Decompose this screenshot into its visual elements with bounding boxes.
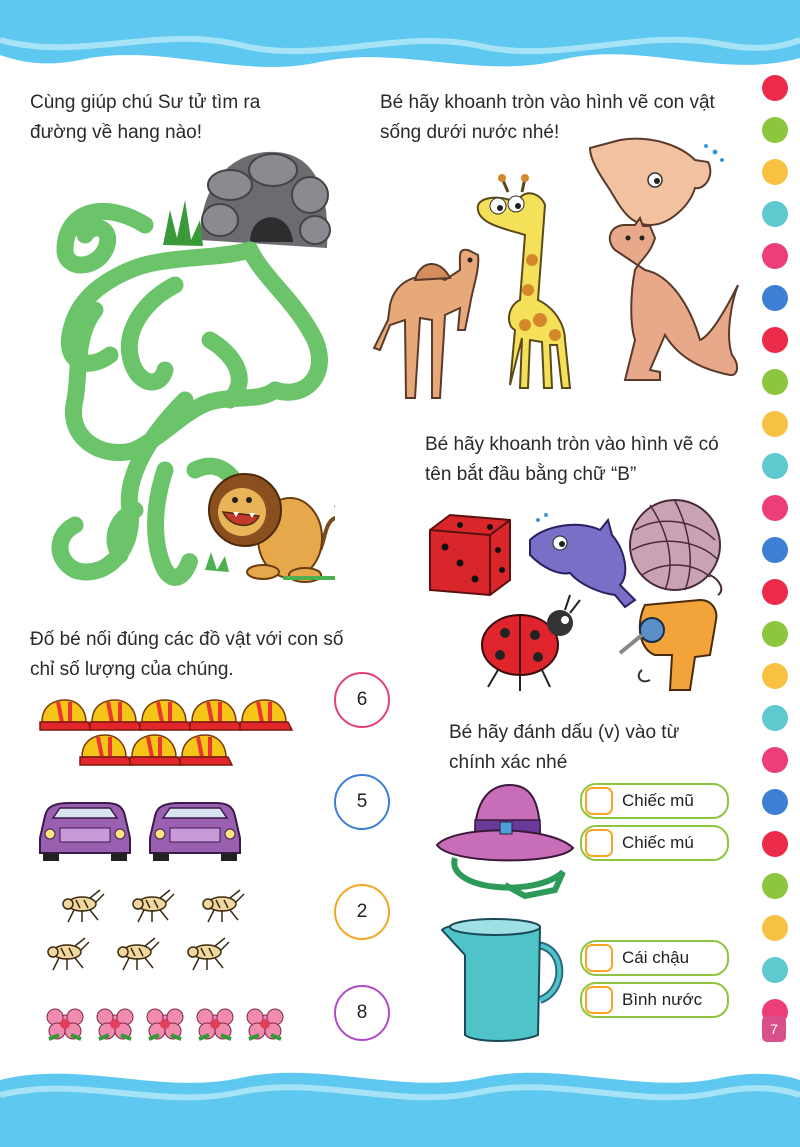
flowers-group xyxy=(47,1009,283,1039)
choice-label: Chiếc mũ xyxy=(622,791,694,810)
side-dot xyxy=(762,495,788,521)
number-circle-4[interactable]: 8 xyxy=(334,985,390,1041)
checkbox[interactable] xyxy=(585,829,613,857)
cars-group xyxy=(40,803,240,861)
side-dot xyxy=(762,201,788,227)
grasshoppers-group xyxy=(48,890,244,970)
side-dot xyxy=(762,117,788,143)
side-dot xyxy=(762,915,788,941)
side-dot xyxy=(762,369,788,395)
choice-label: Chiếc mú xyxy=(622,833,694,852)
side-dot xyxy=(762,285,788,311)
camel-icon xyxy=(374,250,478,398)
b-objects-picture xyxy=(420,495,730,700)
giraffe-icon xyxy=(478,174,570,388)
caps-group xyxy=(40,700,292,765)
check-instruction: Bé hãy đánh dấu (v) vào từ chính xác nhé xyxy=(449,722,680,773)
lion-icon xyxy=(205,474,335,582)
hat-picture xyxy=(435,780,575,900)
jug-picture xyxy=(440,915,570,1045)
water-animal-instruction: Bé hãy khoanh tròn vào hình vẽ con vật sống dưới nước nhé! xyxy=(380,92,715,143)
number-circle-3[interactable]: 2 xyxy=(334,884,390,940)
side-dot xyxy=(762,579,788,605)
side-dot xyxy=(762,873,788,899)
top-wave-banner xyxy=(0,0,800,80)
ladybug-icon xyxy=(482,595,580,691)
side-dot xyxy=(762,411,788,437)
side-dot xyxy=(762,663,788,689)
checkbox[interactable] xyxy=(585,986,613,1014)
choice-cai-chau[interactable] xyxy=(580,940,729,976)
drill-icon xyxy=(620,600,716,690)
counting-objects-picture xyxy=(35,690,300,1050)
side-dot xyxy=(762,747,788,773)
choice-label: Cái chậu xyxy=(622,948,690,967)
side-dot xyxy=(762,957,788,983)
side-dot-column xyxy=(750,75,800,1035)
kangaroo-icon xyxy=(610,218,738,380)
choice-chiec-mu[interactable] xyxy=(580,783,729,819)
side-dot xyxy=(762,621,788,647)
side-dot xyxy=(762,327,788,353)
choice-label: Bình nước xyxy=(622,990,703,1009)
side-dot xyxy=(762,831,788,857)
side-dot xyxy=(762,537,788,563)
side-dot xyxy=(762,75,788,101)
jug-icon xyxy=(442,919,559,1041)
side-dot xyxy=(762,159,788,185)
bottom-wave-banner xyxy=(0,1050,800,1147)
dice-icon xyxy=(430,515,510,595)
checkbox[interactable] xyxy=(585,787,613,815)
checkbox[interactable] xyxy=(585,944,613,972)
lion-maze xyxy=(35,140,335,600)
choice-chiec-mu-misspelled[interactable] xyxy=(580,825,729,861)
yarn-ball-icon xyxy=(630,500,721,595)
side-dot xyxy=(762,705,788,731)
animals-picture xyxy=(360,130,750,415)
maze-instruction: Cùng giúp chú Sư tử tìm ra đường về hang nào! xyxy=(30,92,261,143)
number-circle-1[interactable]: 6 xyxy=(334,672,390,728)
hat-icon xyxy=(437,785,573,896)
side-dot xyxy=(762,453,788,479)
side-dot xyxy=(762,789,788,815)
side-dot xyxy=(762,243,788,269)
letter-b-instruction: Bé hãy khoanh tròn vào hình vẽ có tên bắt đầu bằng chữ “B” xyxy=(425,434,719,485)
squid-icon xyxy=(590,139,724,225)
cave-icon xyxy=(163,152,330,248)
number-circle-2[interactable]: 5 xyxy=(334,774,390,830)
choice-binh-nuoc[interactable] xyxy=(580,982,729,1018)
page-number: 7 xyxy=(762,1016,786,1042)
dolphin-icon xyxy=(530,513,635,607)
counting-instruction: Đố bé nối đúng các đồ vật với con số chỉ số lượng của chúng. xyxy=(30,629,344,680)
